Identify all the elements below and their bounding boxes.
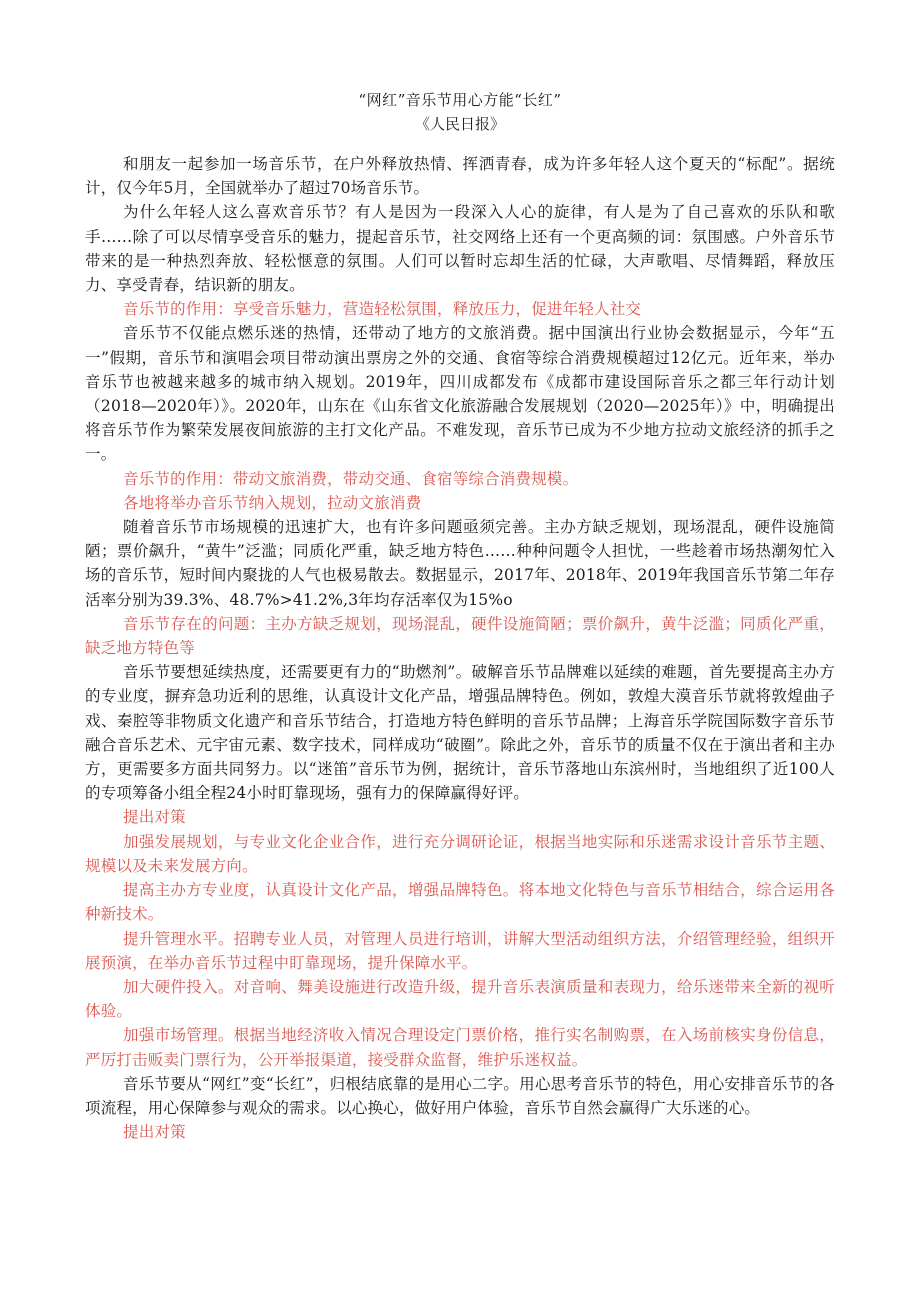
annotation-paragraph: 各地将举办音乐节纳入规划，拉动文旅消费 xyxy=(123,493,422,512)
annotation-paragraph: 提出对策 xyxy=(123,808,186,827)
annotation-paragraph: 加强发展规划，与专业文化企业合作，进行充分调研论证，根据当地实际和乐迷需求设计音乐节主题、规模以及未来发展方向。 xyxy=(85,832,835,875)
annotation-paragraph: 提升管理水平。招聘专业人员，对管理人员进行培训，讲解大型活动组织方法，介绍管理经验，组织开展预演，在举办音乐节过程中盯靠现场，提升保障水平。 xyxy=(85,929,835,972)
document-page xyxy=(85,88,835,1144)
annotation-paragraph: 音乐节存在的问题：主办方缺乏规划，现场混乱，硬件设施简陋；票价飙升，黄牛泛滥；同质化严重，缺乏地方特色等 xyxy=(85,614,835,658)
body-paragraph: 为什么年轻人这么喜欢音乐节？有人是因为一段深入人心的旋律，有人是为了自己喜欢的乐队和歌手……除了可以尽情享受音乐的魅力，提起音乐节，社交网络上还有一个更高频的词：氛围感。户外音乐节带来的是一种热烈奔放、轻松惬意的氛围。人们可以暂时忘却生活的忙碌，大声歌唱、尽情舞蹈，释放压力、享受青春，结识新的朋友。 xyxy=(85,203,835,295)
body-paragraph: 和朋友一起参加一场音乐节，在户外释放热情、挥洒青春，成为许多年轻人这个夏天的“标配”。据统计，仅今年5月，全国就举办了超过70场音乐节。 xyxy=(85,155,835,198)
body-paragraph: 音乐节要从“网红”变“长红”，归根结底靠的是用心二字。用心思考音乐节的特色，用心安排音乐节的各项流程，用心保障参与观众的需求。以心换心，做好用户体验，音乐节自然会赢得广大乐迷的心。 xyxy=(85,1074,835,1117)
annotation-paragraph: 加强市场管理。根据当地经济收入情况合理设定门票价格，推行实名制购票，在入场前核实身份信息，严厉打击贩卖门票行为，公开举报渠道，接受群众监督，维护乐迷权益。 xyxy=(85,1026,835,1069)
body-paragraph: 音乐节要想延续热度，还需要更有力的“助燃剂”。破解音乐节品牌难以延续的难题，首先要提高主办方的专业度，摒弃急功近利的思维，认真设计文化产品，增强品牌特色。例如，敦煌大漠音乐节就将敦煌曲子戏、秦腔等非物质文化遗产和音乐节结合，打造地方特色鲜明的音乐节品牌；上海音乐学院国际数字音乐节融合音乐艺术、元宇宙元素、数字技术，同样成功“破圈”。除此之外，音乐节的质量不仅在于演出者和主办方，更需要多方面共同努力。以“迷笛”音乐节为例，据统计，音乐节落地山东滨州时，当地组织了近100人的专项筹备小组全程24小时盯靠现场，强有力的保障赢得好评。 xyxy=(85,663,835,803)
annotation-paragraph: 加大硬件投入。对音响、舞美设施进行改造升级，提升音乐表演质量和表现力，给乐迷带来全新的视听体验。 xyxy=(85,977,835,1021)
annotation-paragraph: 音乐节的作用：享受音乐魅力，营造轻松氛围，释放压力，促进年轻人社交 xyxy=(123,300,642,319)
document-body xyxy=(85,152,835,1144)
annotation-paragraph: 提出对策 xyxy=(123,1123,186,1142)
document-source: 《人民日报》 xyxy=(414,115,505,133)
body-paragraph: 随着音乐节市场规模的迅速扩大，也有许多问题亟须完善。主办方缺乏规划，现场混乱，硬件设施简陋；票价飙升，“黄牛”泛滥；同质化严重，缺乏地方特色……种种问题令人担忧，一些趁着市场热潮匆忙入场的音乐节，短时间内聚拢的人气也极易散去。数据显示，2017年、2018年、2019年我国音乐节第二年存活率分别为39.3%、48.7%>41.2%,3年均存活率仅为15%o xyxy=(85,518,835,609)
body-paragraph: 音乐节不仅能点燃乐迷的热情，还带动了地方的文旅消费。据中国演出行业协会数据显示，今年“五一”假期，音乐节和演唱会项目带动演出票房之外的交通、食宿等综合消费规模超过12亿元。近年来，举办音乐节也被越来越多的城市纳入规划。2019年，四川成都发布《成都市建设国际音乐之都三年行动计划（2018—2020年）》。2020年，山东在《山东省文化旅游融合发展规划（2020—2025年）》中，明确提出将音乐节作为繁荣发展夜间旅游的主打文化产品。不难发现，音乐节已成为不少地方拉动文旅经济的抓手之一。 xyxy=(85,324,835,464)
annotation-paragraph: 音乐节的作用：带动文旅消费，带动交通、食宿等综合消费规模。 xyxy=(123,469,579,488)
annotation-paragraph: 提高主办方专业度，认真设计文化产品，增强品牌特色。将本地文化特色与音乐节相结合，综合运用各种新技术。 xyxy=(85,881,835,924)
document-title: “网红”音乐节用心方能“长红” xyxy=(358,91,562,109)
